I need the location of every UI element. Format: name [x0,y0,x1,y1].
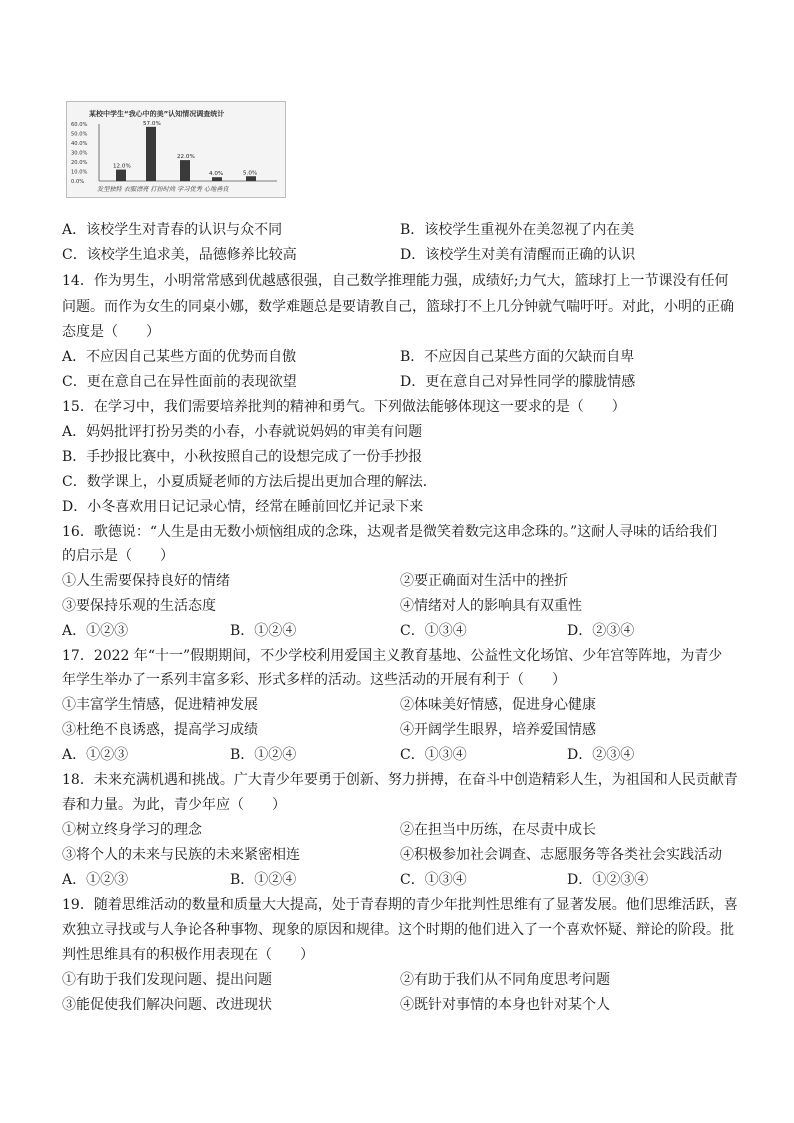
survey-bar-chart [66,101,286,198]
q18-option-a: A．①②③ [62,872,129,888]
chart-title: 某校中学生“我心中的美”认知情况调查统计 [89,110,225,118]
q16-item-2: ②要正确面对生活中的挫折 [400,573,568,589]
chart-y-tick-label: 60.0% [71,122,88,128]
q17-option-d: D．②③④ [567,747,635,763]
q18-stem-line1: 18．未来充满机遇和挑战。广大青少年要勇于创新、努力拼搏，在奋斗中创造精彩人生，为祖国和人民贡献青 [62,772,738,788]
q16-stem-line1: 16．歌德说：“人生是由无数小烦恼组成的念珠，达观者是微笑着数完这串念珠的。”这耐人寻味的话给我们 [62,524,718,540]
q17-stem-line1: 17．2022 年“十一”假期期间，不少学校利用爱国主义教育基地、公益性文化场馆、少年宫等阵地，为青少 [62,648,723,664]
q17-stem-line2: 年学生举办了一系列丰富多彩、形式多样的活动。这些活动的开展有利于（ ） [62,672,566,688]
q18-option-b: B．①②④ [230,872,297,888]
chart-value-label: 12.0% [113,163,131,170]
q13-option-a: A．该校学生对青春的认识与众不同 [62,222,283,238]
chart-y-tick-label: 20.0% [71,160,88,166]
q14-stem-line1: 14．作为男生，小明常常感到优越感很强，自己数学推理能力强，成绩好;力气大，篮球打上一节课没有任何 [62,273,729,289]
q18-option-c: C．①③④ [400,872,467,888]
q16-option-d: D．②③④ [567,623,635,639]
q17-option-b: B．①②④ [230,747,297,763]
q14-stem-line2: 问题。而作为女生的同桌小娜，数学难题总是要请教自己，篮球打不上几分钟就气喘吁吁。对此，小明的正确 [62,299,734,315]
q16-item-4: ④情绪对人的影响具有双重性 [400,598,582,614]
q13-option-d: D．该校学生对美有清醒而正确的认识 [400,247,636,263]
chart-value-label: 4.0% [209,171,224,178]
chart-y-tick-label: 50.0% [71,131,88,138]
q19-item-3: ③能促使我们解决问题、改进现状 [62,997,272,1013]
q15-option-d: D．小冬喜欢用日记记录心情，经常在睡前回忆并记录下来 [62,499,424,515]
q16-option-a: A．①②③ [62,623,129,639]
q14-option-b: B．不应因自己某些方面的欠缺而自卑 [400,349,635,365]
q16-option-b: B．①②④ [230,623,297,639]
chart-y-tick-label: 40.0% [71,141,88,147]
chart-svg [67,102,285,197]
q17-option-a: A．①②③ [62,747,129,763]
q14-option-c: C．更在意自己在异性面前的表现欲望 [62,374,297,390]
q19-stem-line2: 欢独立寻找或与人争论各种事物、现象的原因和规律。这个时期的他们进入了一个喜欢怀疑、辩论的阶段。批 [62,922,734,938]
q18-item-2: ②在担当中历练，在尽责中成长 [400,822,596,838]
chart-y-tick-label: 0.0% [71,179,85,185]
q18-item-3: ③将个人的未来与民族的未来紧密相连 [62,847,300,863]
q17-item-4: ④开阔学生眼界，培养爱国情感 [400,722,596,738]
chart-bar [212,177,222,181]
q16-item-3: ③要保持乐观的生活态度 [62,598,216,614]
q15-stem: 15．在学习中，我们需要培养批判的精神和勇气。下列做法能够体现这一要求的是（ ） [62,399,626,415]
q19-item-4: ④既针对事情的本身也针对某个人 [400,997,610,1013]
q15-option-b: B．手抄报比赛中，小秋按照自己的设想完成了一份手抄报 [62,449,423,465]
q18-option-d: D．①②③④ [567,872,649,888]
q14-option-d: D．更在意自己对异性同学的朦胧情感 [400,374,636,390]
q17-option-c: C．①③④ [400,747,467,763]
q18-item-1: ①树立终身学习的理念 [62,822,202,838]
q17-item-1: ①丰富学生情感，促进精神发展 [62,697,258,713]
q15-option-a: A．妈妈批评打扮另类的小春，小春就说妈妈的审美有问题 [62,424,423,440]
chart-y-tick-label: 30.0% [71,150,88,157]
q14-option-a: A．不应因自己某些方面的优势而自傲 [62,349,297,365]
chart-category-labels: 发型独特 衣服漂亮 打扮时尚 学习优秀 心地善良 [97,186,229,193]
q16-stem-line2: 的启示是（ ） [62,548,174,564]
q16-option-c: C．①③④ [400,623,467,639]
chart-y-ticks [71,122,88,185]
chart-bar [116,170,126,181]
q14-stem-line3: 态度是（ ） [62,324,160,340]
chart-bar [180,160,190,181]
q17-item-3: ③杜绝不良诱惑，提高学习成绩 [62,722,258,738]
q17-item-2: ②体味美好情感，促进身心健康 [400,697,596,713]
q13-option-c: C．该校学生追求美，品德修养比较高 [62,247,297,263]
chart-bar [246,176,256,181]
chart-value-label: 57.0% [143,120,161,127]
q18-stem-line2: 春和力量。为此，青少年应（ ） [62,797,286,813]
q18-item-4: ④积极参加社会调查、志愿服务等各类社会实践活动 [400,847,722,863]
chart-value-label: 5.0% [243,170,258,177]
q19-item-2: ②有助于我们从不同角度思考问题 [400,972,610,988]
q13-option-b: B．该校学生重视外在美忽视了内在美 [400,222,635,238]
q19-item-1: ①有助于我们发现问题、提出问题 [62,972,272,988]
q15-option-c: C．数学课上，小夏质疑老师的方法后提出更加合理的解法． [62,474,437,490]
q19-stem-line1: 19．随着思维活动的数量和质量大大提高，处于青春期的青少年批判性思维有了显著发展。他们思维活跃，喜 [62,897,738,913]
chart-value-label: 22.0% [177,154,195,161]
q16-item-1: ①人生需要保持良好的情绪 [62,573,230,589]
chart-bar [146,127,156,181]
chart-y-tick-label: 10.0% [71,169,88,176]
q19-stem-line3: 判性思维具有的积极作用表现在（ ） [62,947,314,963]
